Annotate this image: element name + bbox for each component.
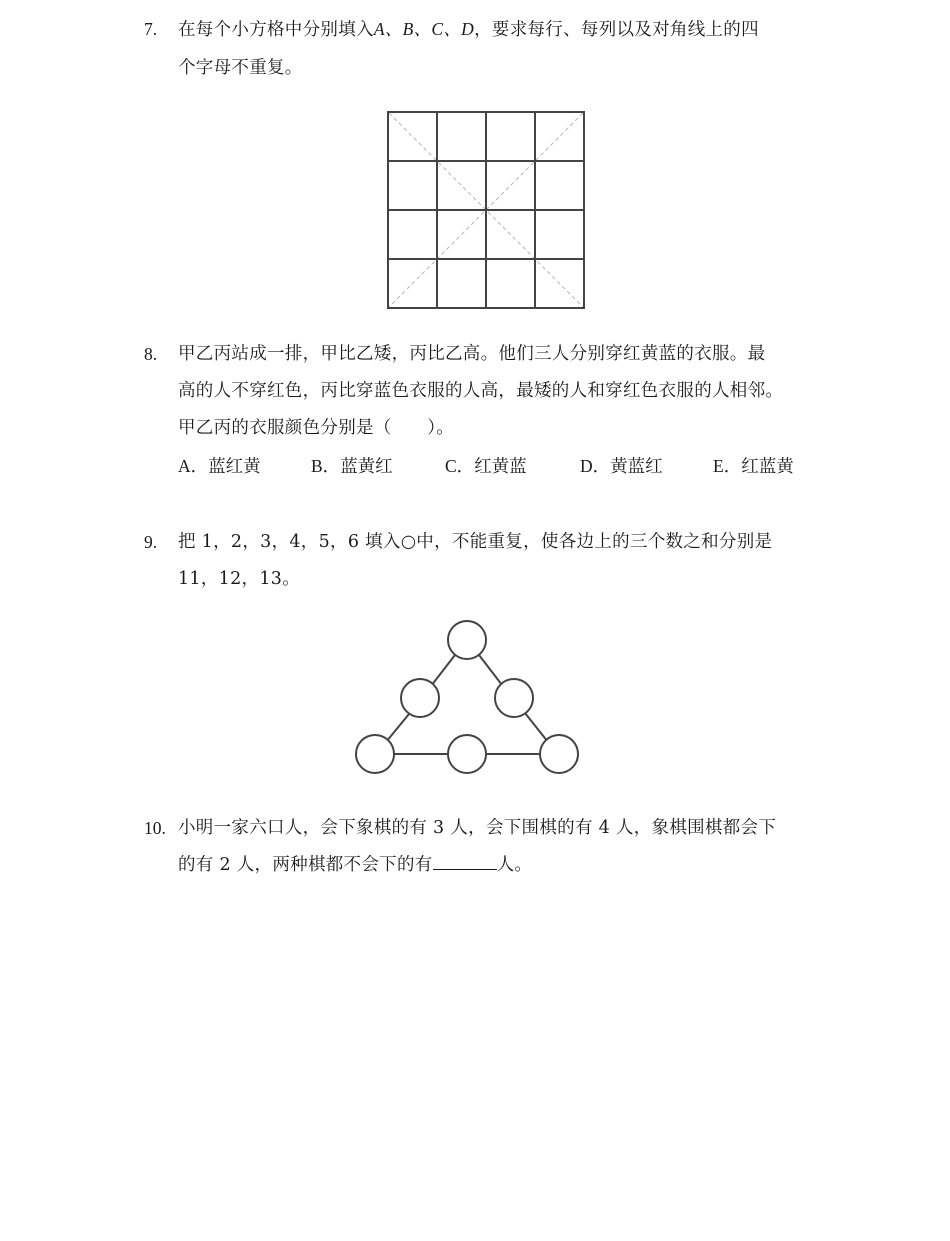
q10-line-2-b: 人。 [496, 855, 533, 875]
q9-circle-bottom-right [540, 735, 578, 773]
q8-option-c-letter: C． [445, 456, 475, 476]
q8-option-b-letter: B． [311, 456, 341, 476]
q8-option-a [178, 454, 261, 479]
q8-line-1: 甲乙丙站成一排，甲比乙矮，丙比乙高。他们三人分别穿红黄蓝的衣服。最 [178, 344, 766, 364]
q9-edge-left-upper [431, 655, 455, 686]
q7-line-2: 个字母不重复。 [178, 58, 303, 78]
q7-grid-figure [386, 110, 586, 310]
q9-circle-bottom-left [356, 735, 394, 773]
q8-option-c-text: 红黄蓝 [474, 457, 527, 477]
q9-circle-right-middle [495, 679, 533, 717]
q8-option-d [580, 454, 663, 479]
q9-edge-right-upper [479, 655, 502, 685]
q8-option-d-text: 黄蓝红 [610, 457, 663, 477]
q8-number: 8. [144, 344, 158, 364]
q9-edge-right-lower [525, 713, 548, 742]
q8-option-a-letter: A． [178, 456, 209, 476]
q9-circle-left-middle [401, 679, 439, 717]
q8-option-c [445, 454, 527, 479]
q8-line-2: 高的人不穿红色，丙比穿蓝色衣服的人高，最矮的人和穿红色衣服的人相邻。 [178, 381, 784, 401]
q10-line-2-a: 的有 2 人，两种棋都不会下的有 [178, 855, 433, 875]
q8-line-3: 甲乙丙的衣服颜色分别是（ ）。 [178, 418, 455, 438]
q9-line-1: 把 1，2，3，4，5，6 填入○中，不能重复，使各边上的三个数之和分别是 [178, 532, 773, 552]
q9-triangle-figure [350, 615, 590, 785]
q10-line-1: 小明一家六口人，会下象棋的有 3 人，会下围棋的有 4 人，象棋围棋都会下 [178, 818, 777, 838]
q10-answer-blank[interactable] [433, 853, 497, 870]
q9-edge-left-lower [386, 714, 409, 742]
q9-circle-bottom-middle [448, 735, 486, 773]
q8-option-e-letter: E． [713, 456, 742, 476]
q7-line-1-b: ，要求每行、每列以及对角线上的四 [474, 20, 759, 40]
q8-option-e [713, 454, 794, 479]
q7-line-1-a: 在每个小方格中分别填入 [178, 20, 374, 40]
q8-option-b [311, 454, 393, 479]
q8-option-a-text: 蓝红黄 [208, 457, 261, 477]
q7-line-1 [178, 17, 759, 42]
q8-option-b-text: 蓝黄红 [340, 457, 393, 477]
q7-number: 7. [144, 19, 158, 39]
q9-line-2: 11，12，13。 [178, 569, 301, 589]
q8-option-e-text: 红蓝黄 [741, 457, 794, 477]
q9-circle-top [448, 621, 486, 659]
q8-option-d-letter: D． [580, 456, 611, 476]
q10-number: 10. [144, 818, 166, 838]
q7-letters: A、B、C、D [373, 19, 475, 39]
q10-line-2 [178, 853, 532, 877]
q9-number: 9. [144, 532, 158, 552]
